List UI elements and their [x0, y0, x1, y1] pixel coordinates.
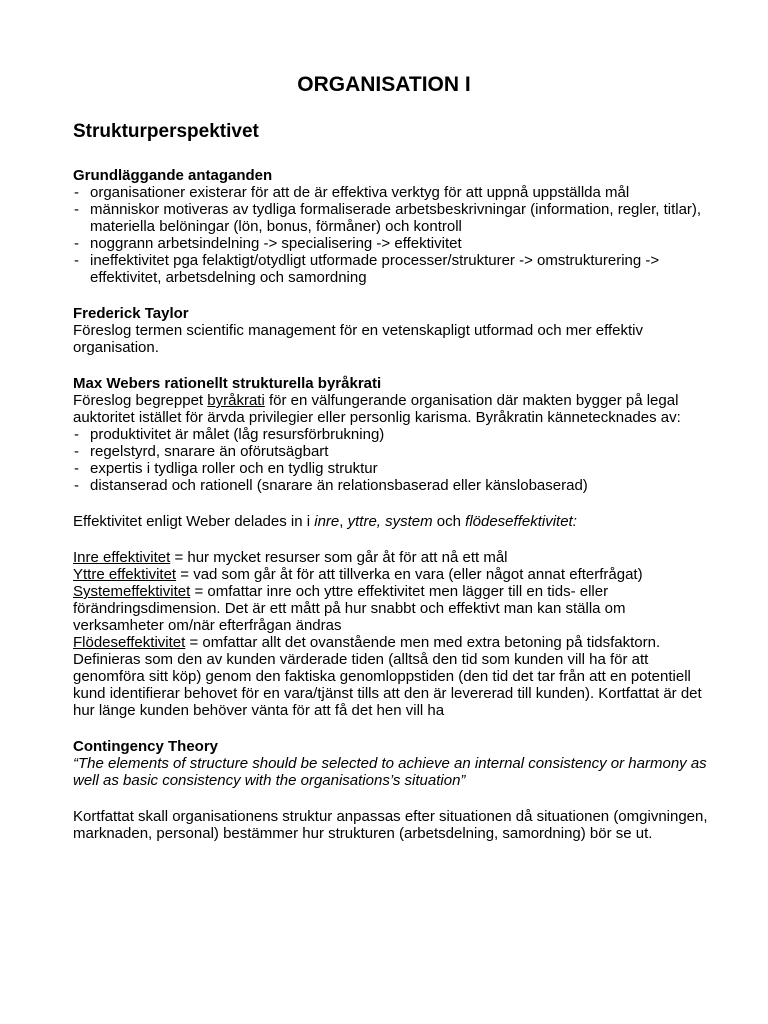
list-item: - distanserad och rationell (snarare än relationsbaserad eller känslobaserad)	[73, 477, 713, 494]
document-title: ORGANISATION I	[297, 73, 471, 96]
grund-heading: Grundläggande antaganden	[73, 167, 273, 184]
definition-term: Systemeffektivitet	[73, 583, 191, 600]
weber-intro-post: för en välfungerande organisation där makten bygger på legal auktoritet istället för ärvda privilegier eller personlig karisma. Byråkratin kännetecknades av:	[73, 392, 681, 426]
definition-term: Inre effektivitet	[73, 549, 171, 566]
effektivitet-intro	[73, 513, 713, 530]
weber-list	[73, 426, 713, 494]
definition-system	[73, 583, 713, 634]
grund-list	[73, 184, 713, 286]
section-title: Strukturperspektivet	[73, 121, 259, 142]
list-item: - människor motiveras av tydliga formaliserade arbetsbeskrivningar (information, regler, titlar), materiella belöningar (lön, bonus, förmåner) och kontroll	[73, 201, 713, 235]
taylor-text: Föreslog termen scientific management för en vetenskapligt utformad och mer effektiv organisation.	[73, 322, 643, 356]
contingency-heading: Contingency Theory	[73, 738, 219, 755]
list-item: - organisationer existerar för att de är effektiva verktyg för att uppnå uppställda mål	[73, 184, 713, 201]
list-item: - regelstyrd, snarare än oförutsägbart	[73, 443, 713, 460]
weber-intro	[73, 392, 713, 426]
definition-text: = omfattar allt det ovanstående men med extra betoning på tidsfaktorn. Definieras som den av kunden värderade tiden (alltså den tid som kunden vill ha för att genomföra sitt köp) genom den faktiska genomloppstiden (den tid det tar från att en potentiell kund identifierar behovet för en vara/tjänst tills att den är levererad till kunden). Kortfattat är det hur länge kunden behöver vänta för att få det hen vill ha	[73, 634, 702, 719]
definition-yttre	[73, 566, 713, 583]
document-content	[73, 121, 713, 842]
definition-text: = hur mycket resurser som går åt för att nå ett mål	[170, 549, 508, 566]
definition-text: = vad som går åt för att tillverka en vara (eller något annat efterfrågat)	[176, 566, 643, 583]
list-item: - ineffektivitet pga felaktigt/otydligt utformade processer/strukturer -> omstrukturering -> effektivitet, arbetsdelning och samordning	[73, 252, 713, 286]
contingency-summary: Kortfattat skall organisationens struktur anpassas efter situationen då situationen (omgivningen, marknaden, personal) bestämmer hur strukturen (arbetsdelning, samordning) bör se ut.	[73, 808, 708, 842]
weber-intro-pre: Föreslog begreppet	[73, 392, 208, 409]
eff-term-flode: flödeseffektivitet:	[465, 513, 577, 530]
definition-term: Flödeseffektivitet	[73, 634, 186, 651]
list-item: - produktivitet är målet (låg resursförbrukning)	[73, 426, 713, 443]
contingency-quote: “The elements of structure should be selected to achieve an internal consistency or harmony as well as basic consistency with the organisations’s situation”	[73, 755, 707, 789]
weber-intro-term: byråkrati	[207, 392, 265, 409]
definition-flode	[73, 634, 713, 719]
weber-heading: Max Webers rationellt strukturella byråkrati	[73, 375, 382, 392]
eff-sep-2: och	[432, 513, 466, 530]
eff-term-inre: inre	[314, 513, 340, 530]
list-item: - expertis i tydliga roller och en tydlig struktur	[73, 460, 713, 477]
taylor-heading: Frederick Taylor	[73, 305, 189, 322]
eff-intro-pre: Effektivitet enligt Weber delades in i	[73, 513, 315, 530]
eff-sep-1: ,	[339, 513, 348, 530]
list-item: - noggrann arbetsindelning -> specialisering -> effektivitet	[73, 235, 713, 252]
definition-text: = omfattar inre och yttre effektivitet men lägger till en tids- eller förändringsdimension. Det är ett mått på hur snabbt och effektivt man kan ställa om verksamheter om/när efterfrågan ändras	[73, 583, 626, 634]
definition-term: Yttre effektivitet	[73, 566, 177, 583]
definition-inre	[73, 549, 713, 566]
eff-term-yttre-system: yttre, system	[347, 513, 433, 530]
